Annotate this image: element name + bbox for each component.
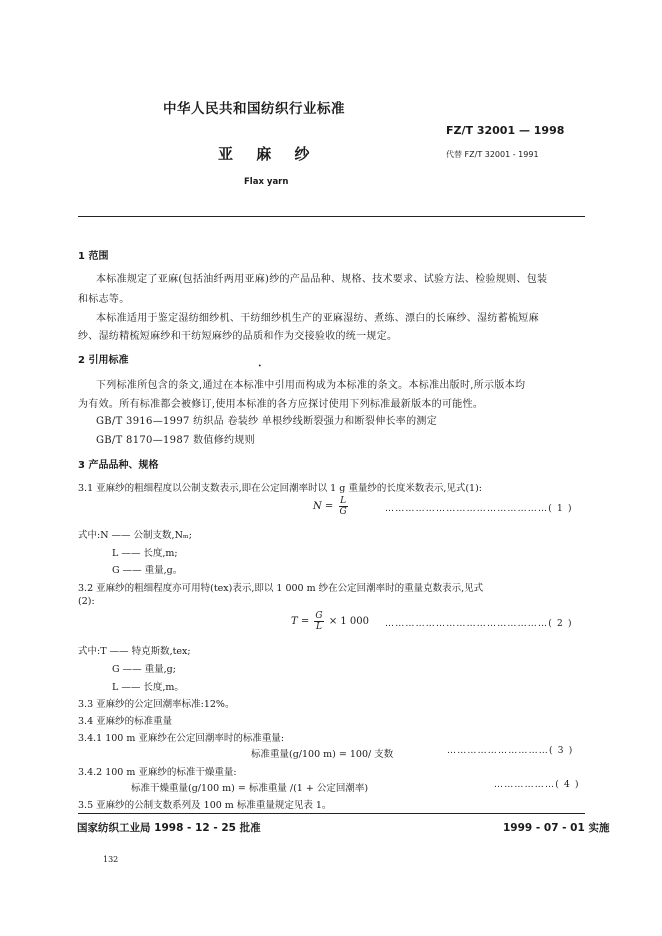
english-title: Flax yarn bbox=[244, 177, 289, 187]
page-number: 132 bbox=[103, 855, 119, 864]
formula-1-denominator: G bbox=[339, 507, 347, 517]
formula-3: 标准重量(g/100 m) = 100/ 支数 bbox=[251, 749, 394, 760]
where-2-line-2: G —— 重量,g; bbox=[112, 664, 176, 675]
where-1-line-3: G —— 重量,g。 bbox=[112, 565, 183, 576]
section-2-heading: 2 引用标准 bbox=[78, 355, 129, 366]
formula-2-number: …………………………………………( 2 ) bbox=[385, 619, 573, 629]
clause-3-5: 3.5 亚麻纱的公制支数系列及 100 m 标准重量规定见表 1。 bbox=[78, 800, 332, 811]
section-2-para-line-2: 为有效。所有标准都会被修订,使用本标准的各方应探讨使用下列标准最新版本的可能性。 bbox=[78, 399, 484, 410]
formula-1-fraction bbox=[339, 496, 348, 517]
section-1-para-2-line-2: 纱、湿纺精梳短麻纱和干纺短麻纱的品质和作为交接验收的统一规定。 bbox=[78, 331, 398, 342]
clause-3-2-line-1: 3.2 亚麻纱的粗细程度亦可用特(tex)表示,即以 1 000 m 纱在公定回潮率时的重量克数表示,见式 bbox=[78, 583, 484, 594]
clause-3-1: 3.1 亚麻纱的粗细程度以公制支数表示,即在公定回潮率时以 1 g 重量纱的长度米数表示,见式(1): bbox=[78, 483, 483, 494]
clause-3-4-2: 3.4.2 100 m 亚麻纱的标准干燥重量: bbox=[78, 767, 237, 778]
stray-dot: • bbox=[258, 363, 262, 370]
reference-gb3916: GB/T 3916—1997 纺织品 卷装纱 单根纱线断裂强力和断裂伸长率的测定 bbox=[96, 416, 437, 427]
organization-title: 中华人民共和国纺织行业标准 bbox=[163, 101, 345, 117]
issued-date: 国家纺织工业局 1998 - 12 - 25 批准 bbox=[77, 822, 261, 834]
effective-date: 1999 - 07 - 01 实施 bbox=[503, 822, 610, 834]
formula-2-denominator: L bbox=[316, 622, 323, 632]
reference-gb8170: GB/T 8170—1987 数值修约规则 bbox=[96, 435, 255, 446]
where-1-line-2: L —— 长度,m; bbox=[112, 548, 178, 559]
formula-2-lhs: T = bbox=[291, 616, 310, 627]
formula-1-number: …………………………………………( 1 ) bbox=[385, 504, 573, 514]
section-2-para-line-1: 下列标准所包含的条文,通过在本标准中引用而构成为本标准的条文。本标准出版时,所示版本均 bbox=[96, 380, 526, 391]
section-1-para-1-line-2: 和标志等。 bbox=[78, 294, 130, 305]
formula-3-number: …………………………( 3 ) bbox=[447, 746, 574, 756]
footer-divider bbox=[78, 813, 585, 814]
where-2-line-3: L —— 长度,m。 bbox=[112, 682, 184, 693]
header-divider bbox=[78, 216, 585, 217]
formula-4: 标准干燥重量(g/100 m) = 标准重量 /(1 + 公定回潮率) bbox=[131, 783, 369, 794]
formula-4-number: ………………( 4 ) bbox=[494, 780, 580, 790]
replaces-note: 代替 FZ/T 32001 - 1991 bbox=[446, 150, 539, 159]
clause-3-4: 3.4 亚麻纱的标准重量 bbox=[78, 716, 173, 727]
clause-3-3: 3.3 亚麻纱的公定回潮率标准:12%。 bbox=[78, 699, 235, 710]
section-3-heading: 3 产品品种、规格 bbox=[78, 460, 159, 471]
formula-2-fraction bbox=[314, 611, 323, 632]
formula-1-numerator: L bbox=[340, 496, 347, 506]
where-1-line-1: 式中:N —— 公制支数,Nₘ; bbox=[78, 530, 192, 541]
formula-1-lhs: N = bbox=[313, 501, 334, 512]
formula-2-rhs: × 1 000 bbox=[328, 616, 369, 627]
standard-title: 亚 麻 纱 bbox=[218, 145, 319, 163]
section-1-heading: 1 范围 bbox=[78, 251, 109, 262]
section-1-para-2-line-1: 本标准适用于鉴定湿纺细纱机、干纺细纱机生产的亚麻湿纺、煮练、漂白的长麻纱、湿纺蓄梳短麻 bbox=[96, 313, 539, 324]
where-2-line-1: 式中:T —— 特克斯数,tex; bbox=[78, 646, 191, 657]
formula-2-numerator: G bbox=[315, 611, 323, 621]
clause-3-2-line-2: (2): bbox=[78, 596, 95, 607]
formula-1 bbox=[313, 496, 350, 517]
section-1-para-1-line-1: 本标准规定了亚麻(包括油纤两用亚麻)纱的产品品种、规格、技术要求、试验方法、检验规则、包装 bbox=[96, 274, 548, 285]
standard-number: FZ/T 32001 — 1998 bbox=[446, 124, 565, 137]
formula-2 bbox=[291, 611, 369, 632]
clause-3-4-1: 3.4.1 100 m 亚麻纱在公定回潮率时的标准重量: bbox=[78, 733, 285, 744]
